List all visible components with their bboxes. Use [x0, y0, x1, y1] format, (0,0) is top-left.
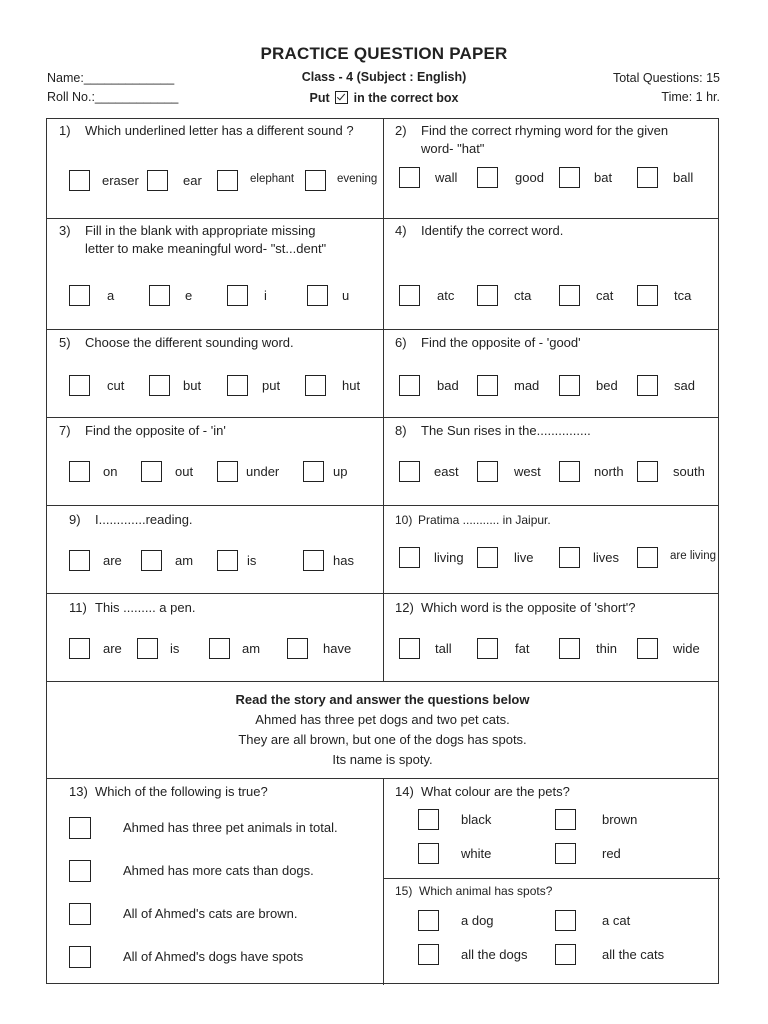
- option-checkbox[interactable]: [137, 638, 158, 659]
- story-line: Ahmed has three pet dogs and two pet cats.: [255, 712, 510, 727]
- question-number: 14): [395, 784, 414, 799]
- option-checkbox[interactable]: [559, 461, 580, 482]
- option-checkbox[interactable]: [399, 285, 420, 306]
- question-text: Which underlined letter has a different sound ?: [85, 123, 354, 138]
- question-number: 8): [395, 423, 407, 438]
- question-text: Find the correct rhyming word for the given word- "hat": [421, 123, 669, 156]
- option-checkbox[interactable]: [477, 285, 498, 306]
- option-label: hut: [342, 378, 361, 393]
- checkmark-icon: [335, 91, 348, 104]
- total-questions: Total Questions: 15: [612, 71, 720, 85]
- story-line: Its name is spoty.: [332, 752, 433, 767]
- question-number: 1): [59, 123, 71, 138]
- option-checkbox[interactable]: [559, 638, 580, 659]
- question-12: [383, 593, 720, 681]
- option-checkbox[interactable]: [69, 375, 90, 396]
- question-number: 6): [395, 335, 407, 350]
- option-checkbox[interactable]: [637, 285, 658, 306]
- question-number: 4): [395, 223, 407, 238]
- option-checkbox[interactable]: [141, 461, 162, 482]
- option-checkbox[interactable]: [559, 167, 580, 188]
- option-checkbox[interactable]: [227, 375, 248, 396]
- option-label: Ahmed has three pet animals in total.: [123, 820, 338, 835]
- option-label: are: [103, 553, 122, 568]
- option-checkbox[interactable]: [303, 461, 324, 482]
- question-text: The Sun rises in the...............: [421, 423, 591, 438]
- question-14: [383, 778, 720, 878]
- option-checkbox[interactable]: [69, 817, 91, 839]
- option-label: brown: [602, 812, 638, 827]
- option-checkbox[interactable]: [209, 638, 230, 659]
- question-text: Fill in the blank with appropriate missing letter to make meaningful word- "st...dent": [85, 223, 327, 256]
- question-text: Pratima ........... in Jaipur.: [418, 513, 551, 527]
- option-label: ear: [183, 173, 202, 188]
- question-text: Which animal has spots?: [419, 884, 553, 898]
- option-checkbox[interactable]: [69, 285, 90, 306]
- question-number: 2): [395, 123, 407, 138]
- option-checkbox[interactable]: [305, 170, 326, 191]
- question-number: 5): [59, 335, 71, 350]
- option-checkbox[interactable]: [637, 167, 658, 188]
- option-checkbox[interactable]: [69, 170, 90, 191]
- option-label: tall: [435, 641, 452, 656]
- option-label: a: [107, 288, 115, 303]
- option-checkbox[interactable]: [69, 946, 91, 968]
- question-4: [383, 218, 720, 329]
- question-7: [47, 417, 383, 505]
- option-label: all the dogs: [461, 947, 528, 962]
- put-suffix: in the correct box: [353, 91, 459, 105]
- option-label: bat: [594, 170, 613, 185]
- time-limit: Time: 1 hr.: [661, 90, 720, 104]
- page-title: PRACTICE QUESTION PAPER: [260, 44, 508, 63]
- put-label: Put: [309, 91, 330, 105]
- option-checkbox[interactable]: [149, 285, 170, 306]
- option-checkbox[interactable]: [399, 167, 420, 188]
- option-label: but: [183, 378, 202, 393]
- option-checkbox[interactable]: [637, 638, 658, 659]
- story-passage: [47, 690, 718, 770]
- question-15: [383, 878, 720, 985]
- option-label: elephant: [250, 173, 295, 185]
- question-1: [47, 119, 383, 218]
- option-label: east: [434, 464, 459, 479]
- option-checkbox[interactable]: [69, 903, 91, 925]
- option-checkbox[interactable]: [69, 638, 90, 659]
- question-text: Which of the following is true?: [95, 784, 268, 799]
- option-label: atc: [437, 288, 455, 303]
- option-label: mad: [514, 378, 540, 393]
- option-checkbox[interactable]: [477, 167, 498, 188]
- option-checkbox[interactable]: [555, 944, 576, 965]
- option-label: cut: [107, 378, 125, 393]
- option-checkbox[interactable]: [69, 860, 91, 882]
- option-checkbox[interactable]: [227, 285, 248, 306]
- option-label: good: [515, 170, 544, 185]
- question-text: Choose the different sounding word.: [85, 335, 294, 350]
- option-label: white: [461, 846, 492, 861]
- question-number: 11): [69, 600, 87, 615]
- option-label: live: [514, 550, 534, 565]
- question-number: 13): [69, 784, 88, 799]
- option-checkbox[interactable]: [637, 547, 658, 568]
- question-text: This ......... a pen.: [95, 600, 196, 615]
- option-checkbox[interactable]: [287, 638, 308, 659]
- option-label: fat: [515, 641, 530, 656]
- option-label: am: [242, 641, 261, 656]
- option-checkbox[interactable]: [559, 285, 580, 306]
- option-label: sad: [674, 378, 695, 393]
- option-checkbox[interactable]: [637, 375, 658, 396]
- option-checkbox[interactable]: [399, 547, 420, 568]
- question-number: 9): [69, 512, 81, 527]
- option-checkbox[interactable]: [141, 550, 162, 571]
- question-text: Identify the correct word.: [421, 223, 564, 238]
- option-checkbox[interactable]: [305, 375, 326, 396]
- question-text: Find the opposite of - 'good': [421, 335, 581, 350]
- option-label: are living: [670, 550, 717, 562]
- option-checkbox[interactable]: [217, 461, 238, 482]
- option-checkbox[interactable]: [399, 461, 420, 482]
- option-label: Ahmed has more cats than dogs.: [123, 863, 314, 878]
- option-label: living: [434, 550, 464, 565]
- option-checkbox[interactable]: [418, 809, 439, 830]
- option-label: u: [342, 288, 350, 303]
- story-line: They are all brown, but one of the dogs has spots.: [238, 732, 527, 747]
- option-label: up: [333, 464, 348, 479]
- option-checkbox[interactable]: [149, 375, 170, 396]
- option-checkbox[interactable]: [307, 285, 328, 306]
- option-checkbox[interactable]: [69, 461, 90, 482]
- option-label: e: [185, 288, 193, 303]
- option-label: on: [103, 464, 118, 479]
- option-checkbox[interactable]: [418, 910, 439, 931]
- option-label: cta: [514, 288, 532, 303]
- question-10: [383, 505, 720, 593]
- question-number: 15): [395, 884, 413, 898]
- instruction: [0, 91, 768, 105]
- option-checkbox[interactable]: [555, 809, 576, 830]
- option-label: is: [247, 553, 257, 568]
- question-text: I.............reading.: [95, 512, 193, 527]
- option-label: have: [323, 641, 352, 656]
- class-subject: Class - 4 (Subject : English): [301, 70, 467, 84]
- option-checkbox[interactable]: [147, 170, 168, 191]
- question-number: 7): [59, 423, 71, 438]
- option-checkbox[interactable]: [559, 375, 580, 396]
- option-checkbox[interactable]: [69, 550, 90, 571]
- option-checkbox[interactable]: [559, 547, 580, 568]
- question-number: 10): [395, 513, 413, 527]
- option-label: eraser: [102, 173, 139, 188]
- option-label: under: [246, 464, 280, 479]
- option-label: lives: [593, 550, 620, 565]
- option-checkbox[interactable]: [555, 910, 576, 931]
- option-checkbox[interactable]: [637, 461, 658, 482]
- option-checkbox[interactable]: [477, 461, 498, 482]
- option-label: all the cats: [602, 947, 665, 962]
- option-label: All of Ahmed's dogs have spots: [123, 949, 304, 964]
- option-label: put: [262, 378, 281, 393]
- question-3: [47, 218, 383, 329]
- option-label: am: [175, 553, 194, 568]
- option-checkbox[interactable]: [217, 170, 238, 191]
- option-checkbox[interactable]: [477, 638, 498, 659]
- question-9: [47, 505, 383, 593]
- story-heading: Read the story and answer the questions below: [235, 692, 530, 707]
- option-checkbox[interactable]: [303, 550, 324, 571]
- question-2: [383, 119, 720, 218]
- option-checkbox[interactable]: [418, 944, 439, 965]
- option-label: wall: [435, 170, 458, 185]
- option-checkbox[interactable]: [399, 375, 420, 396]
- name-field[interactable]: Name:_____________: [47, 71, 175, 85]
- question-number: 12): [395, 600, 414, 615]
- option-label: wide: [673, 641, 700, 656]
- option-label: cat: [596, 288, 614, 303]
- rollno-field[interactable]: Roll No.:____________: [47, 90, 179, 104]
- option-label: are: [103, 641, 122, 656]
- option-label: All of Ahmed's cats are brown.: [123, 906, 298, 921]
- option-checkbox[interactable]: [555, 843, 576, 864]
- question-number: 3): [59, 223, 71, 238]
- option-checkbox[interactable]: [477, 375, 498, 396]
- option-label: evening: [337, 173, 378, 185]
- question-text: Find the opposite of - 'in': [85, 423, 226, 438]
- option-label: black: [461, 812, 492, 827]
- option-label: out: [175, 464, 194, 479]
- question-8: [383, 417, 720, 505]
- option-checkbox[interactable]: [217, 550, 238, 571]
- option-label: bad: [437, 378, 459, 393]
- question-5: [47, 329, 383, 417]
- option-checkbox[interactable]: [418, 843, 439, 864]
- option-checkbox[interactable]: [477, 547, 498, 568]
- option-label: bed: [596, 378, 618, 393]
- option-label: a cat: [602, 913, 631, 928]
- question-11: [47, 593, 383, 681]
- option-label: thin: [596, 641, 617, 656]
- option-label: has: [333, 553, 354, 568]
- question-13: [47, 778, 383, 985]
- option-label: ball: [673, 170, 694, 185]
- option-label: west: [514, 464, 541, 479]
- option-label: south: [673, 464, 705, 479]
- option-label: red: [602, 846, 621, 861]
- option-label: a dog: [461, 913, 494, 928]
- option-checkbox[interactable]: [399, 638, 420, 659]
- option-label: is: [170, 641, 180, 656]
- question-6: [383, 329, 720, 417]
- option-label: north: [594, 464, 624, 479]
- question-text: What colour are the pets?: [421, 784, 570, 799]
- question-grid: [46, 118, 719, 984]
- question-text: Which word is the opposite of 'short'?: [421, 600, 636, 615]
- option-label: i: [264, 288, 267, 303]
- option-label: tca: [674, 288, 692, 303]
